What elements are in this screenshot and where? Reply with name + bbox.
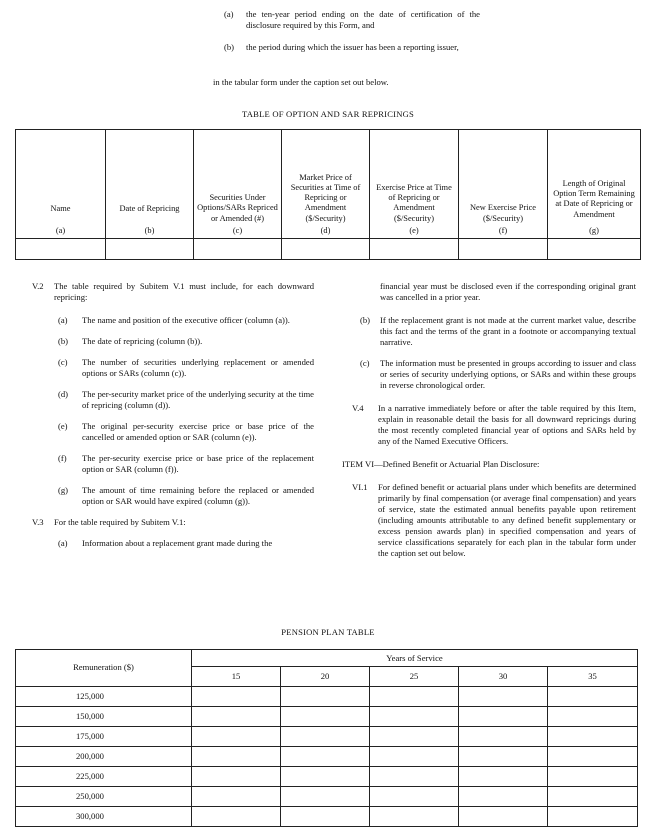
remuneration-cell: 175,000 [16, 727, 192, 747]
col-new-exercise-header: New Exercise Price ($/Security) (f) [459, 130, 548, 239]
subitem-v4: V.4 In a narrative immediately before or after the table required by this Item, explain in reasonable detail the basis for all downward repricings during the most recently completed financial year of options and SARs held by any of the Named Executive Officers. [352, 403, 636, 446]
remuneration-cell: 200,000 [16, 747, 192, 767]
remuneration-cell: 225,000 [16, 767, 192, 787]
v2-item-c: (c) The number of securities underlying replacement or amended options or SARs (column (c)). [58, 357, 314, 378]
table-row [16, 787, 638, 807]
table-cell [370, 807, 459, 827]
table-cell [281, 707, 370, 727]
table-cell [459, 687, 548, 707]
table-cell [192, 767, 281, 787]
table-cell [16, 239, 106, 260]
years-30-header: 30 [459, 667, 548, 687]
table-cell [192, 687, 281, 707]
table-cell [459, 807, 548, 827]
table-cell [106, 239, 194, 260]
table-cell [370, 747, 459, 767]
table-cell [192, 787, 281, 807]
table-cell [370, 239, 459, 260]
remuneration-cell: 150,000 [16, 707, 192, 727]
table-cell [370, 687, 459, 707]
col-term-remaining-header: Length of Original Option Term Remaining at Date of Repricing or Amendment (g) [548, 130, 641, 239]
subitem-v2: V.2 The table required by Subitem V.1 must include, for each downward repricing: [32, 281, 314, 302]
col-date-header: Date of Repricing (b) [106, 130, 194, 239]
subitem-vi1: VI.1 For defined benefit or actuarial plans under which benefits are determined primarily by final compensation (or average final compensation) and years of service, state the estimated annual benefits payable upon retirement (including amounts attributable to any defined benefit supplementary or excess pension awards plan) in specified compensation and years of service classifications separately for each plan in the tabular form under the caption set out below. [352, 482, 636, 558]
table-cell [370, 787, 459, 807]
v2-item-f: (f) The per-security exercise price or base price of the replacement option or SAR (column (f)). [58, 453, 314, 474]
v2-item-g: (g) The amount of time remaining before the replaced or amended option or SAR would have expired (column (g)). [58, 485, 314, 506]
years-25-header: 25 [370, 667, 459, 687]
table-cell [281, 687, 370, 707]
table-cell [192, 807, 281, 827]
repricing-table [15, 129, 641, 260]
intro-item-a-text: the ten-year period ending on the date of certification of the disclosure required by this Form, and [246, 9, 480, 30]
table-cell [370, 767, 459, 787]
remuneration-header: Remuneration ($) [16, 650, 192, 687]
item-vi-heading: ITEM VI—Defined Benefit or Actuarial Plan Disclosure: [342, 459, 540, 469]
left-column [32, 281, 314, 549]
table-cell [281, 807, 370, 827]
repricing-header-row [16, 130, 641, 239]
intro-item-b-text: the period during which the issuer has been a reporting issuer, [246, 42, 459, 52]
v2-item-e: (e) The original per-security exercise price or base price of the cancelled or amended option or SAR (column (e)). [58, 421, 314, 442]
subitem-v3: V.3 For the table required by Subitem V.1: [32, 517, 186, 527]
table-cell [548, 767, 638, 787]
table-cell [192, 727, 281, 747]
table-cell [281, 727, 370, 747]
table-cell [281, 787, 370, 807]
years-15-header: 15 [192, 667, 281, 687]
table-cell [548, 747, 638, 767]
intro-closing: in the tabular form under the caption set out below. [213, 77, 389, 87]
v3-item-a: (a) Information about a replacement grant made during the [58, 538, 273, 548]
remuneration-cell: 250,000 [16, 787, 192, 807]
table-cell [282, 239, 370, 260]
v2-item-b: (b) The date of repricing (column (b)). [58, 336, 203, 346]
pension-header-row-1 [16, 650, 638, 667]
table-row [16, 707, 638, 727]
table-cell [548, 707, 638, 727]
table-cell [548, 239, 641, 260]
repricing-blank-row [16, 239, 641, 260]
pension-table [15, 649, 638, 827]
table-row [16, 767, 638, 787]
v3-item-a-continued: financial year must be disclosed even if the corresponding original grant was cancelled in a prior year. [380, 281, 636, 302]
v2-item-d: (d) The per-security market price of the underlying security at the time of repricing (column (d)). [58, 389, 314, 410]
pension-table-title: PENSION PLAN TABLE [281, 627, 375, 637]
table-cell [281, 747, 370, 767]
col-market-price-header: Market Price of Securities at Time of Repricing or Amendment ($/Security) (d) [282, 130, 370, 239]
table-row [16, 807, 638, 827]
table-cell [548, 787, 638, 807]
remuneration-cell: 300,000 [16, 807, 192, 827]
right-column [342, 281, 636, 559]
v3-item-b: (b) If the replacement grant is not made at the current market value, describe this fact and the terms of the grant in a footnote or accompanying textual narrative. [360, 315, 636, 347]
table-row [16, 727, 638, 747]
table-cell [548, 807, 638, 827]
v2-item-a: (a) The name and position of the executive officer (column (a)). [58, 315, 290, 325]
intro-item-b [224, 42, 480, 53]
table-cell [459, 767, 548, 787]
table-cell [459, 727, 548, 747]
col-exercise-price-header: Exercise Price at Time of Repricing or Amendment ($/Security) (e) [370, 130, 459, 239]
years-35-header: 35 [548, 667, 638, 687]
table-cell [548, 687, 638, 707]
table-cell [192, 707, 281, 727]
table-row [16, 747, 638, 767]
v3-item-c: (c) The information must be presented in groups according to issuer and class or series of security underlying options, or SARs and within these groups in reverse chronological order. [360, 358, 636, 390]
table-cell [459, 787, 548, 807]
col-name-header: Name (a) [16, 130, 106, 239]
table-cell [281, 767, 370, 787]
intro-item-a [224, 9, 480, 31]
table-cell [459, 239, 548, 260]
table-cell [459, 707, 548, 727]
table-cell [459, 747, 548, 767]
table-cell [370, 727, 459, 747]
years-of-service-header: Years of Service [192, 650, 638, 667]
intro-item-b-label: (b) [224, 42, 235, 52]
repricing-table-title: TABLE OF OPTION AND SAR REPRICINGS [241, 109, 415, 119]
table-cell [548, 727, 638, 747]
intro-item-a-label: (a) [224, 9, 234, 19]
table-cell [370, 707, 459, 727]
remuneration-cell: 125,000 [16, 687, 192, 707]
table-row [16, 687, 638, 707]
table-cell [192, 747, 281, 767]
years-20-header: 20 [281, 667, 370, 687]
table-cell [194, 239, 282, 260]
col-securities-header: Securities Under Options/SARs Repriced or Amended (#) (c) [194, 130, 282, 239]
